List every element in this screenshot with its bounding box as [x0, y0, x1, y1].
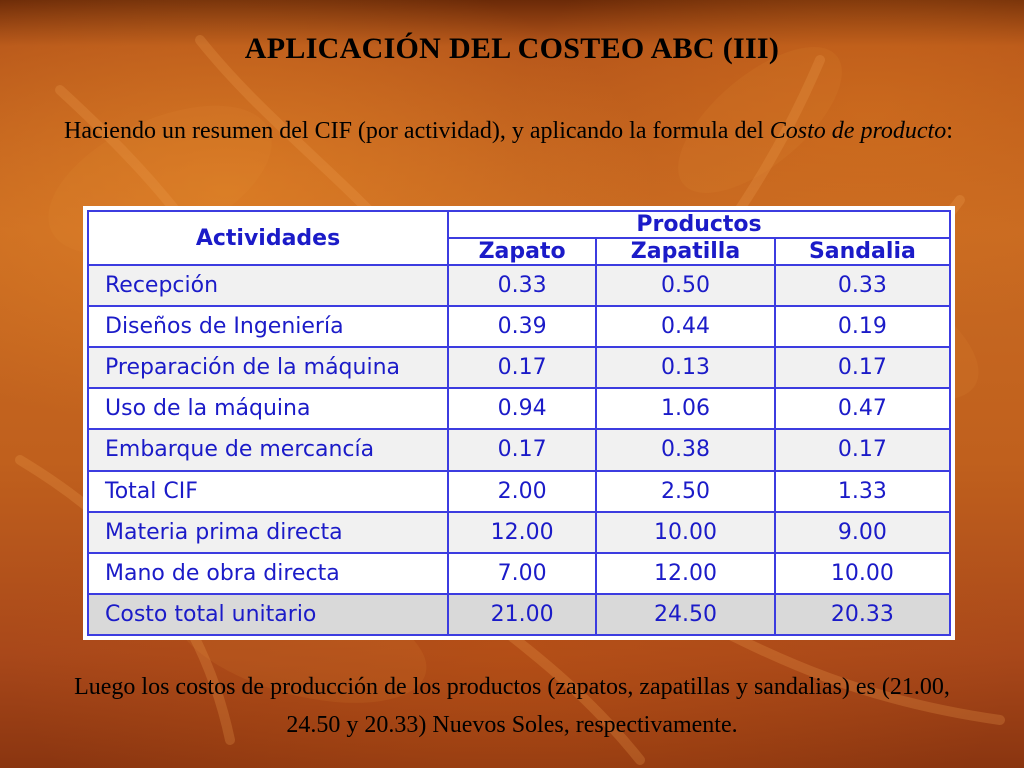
cell-value: 10.00	[775, 553, 950, 594]
table-row	[88, 306, 950, 347]
cell-value: 0.94	[448, 388, 596, 429]
cell-value: 12.00	[448, 512, 596, 553]
costs-table-container	[83, 206, 955, 640]
cell-value: 0.17	[448, 429, 596, 470]
row-label: Total CIF	[88, 471, 448, 512]
row-label: Uso de la máquina	[88, 388, 448, 429]
row-label: Embarque de mercancía	[88, 429, 448, 470]
intro-emphasis: Costo de producto	[769, 118, 947, 144]
products-header: Productos	[448, 211, 950, 238]
row-label: Recepción	[88, 265, 448, 306]
table-row	[88, 429, 950, 470]
row-label: Costo total unitario	[88, 594, 448, 635]
intro-paragraph	[64, 112, 968, 150]
cell-value: 10.00	[596, 512, 775, 553]
cell-value: 12.00	[596, 553, 775, 594]
cell-value: 0.33	[775, 265, 950, 306]
activities-header: Actividades	[88, 211, 448, 265]
table-row	[88, 347, 950, 388]
intro-colon: :	[946, 118, 953, 144]
table-row	[88, 388, 950, 429]
row-label: Materia prima directa	[88, 512, 448, 553]
cell-value: 9.00	[775, 512, 950, 553]
slide-title: APLICACIÓN DEL COSTEO ABC (III)	[244, 32, 780, 65]
cell-value: 1.06	[596, 388, 775, 429]
intro-text: Haciendo un resumen del CIF (por actividad), y aplicando la formula del	[64, 118, 770, 144]
cell-value: 0.44	[596, 306, 775, 347]
cell-value: 0.13	[596, 347, 775, 388]
table-row	[88, 512, 950, 553]
cell-value: 21.00	[448, 594, 596, 635]
cell-value: 7.00	[448, 553, 596, 594]
conclusion-paragraph: Luego los costos de producción de los productos (zapatos, zapatillas y sandalias) es (21.00, 24.50 y 20.33) Nuevos Soles, respectivamente.	[74, 674, 950, 738]
cell-value: 20.33	[775, 594, 950, 635]
row-label: Diseños de Ingeniería	[88, 306, 448, 347]
table-row-total	[88, 594, 950, 635]
row-label: Mano de obra directa	[88, 553, 448, 594]
cell-value: 0.17	[775, 429, 950, 470]
table-row	[88, 553, 950, 594]
cell-value: 2.00	[448, 471, 596, 512]
cell-value: 0.50	[596, 265, 775, 306]
cell-value: 2.50	[596, 471, 775, 512]
column-header-sandalia: Sandalia	[775, 238, 950, 265]
cell-value: 24.50	[596, 594, 775, 635]
column-header-zapato: Zapato	[448, 238, 596, 265]
table-header-row-1	[88, 211, 950, 238]
cell-value: 0.39	[448, 306, 596, 347]
table-row	[88, 265, 950, 306]
cell-value: 1.33	[775, 471, 950, 512]
cell-value: 0.19	[775, 306, 950, 347]
table-row	[88, 471, 950, 512]
cell-value: 0.47	[775, 388, 950, 429]
cell-value: 0.33	[448, 265, 596, 306]
row-label: Preparación de la máquina	[88, 347, 448, 388]
cell-value: 0.17	[448, 347, 596, 388]
cell-value: 0.17	[775, 347, 950, 388]
costs-table	[87, 210, 951, 636]
cell-value: 0.38	[596, 429, 775, 470]
column-header-zapatilla: Zapatilla	[596, 238, 775, 265]
